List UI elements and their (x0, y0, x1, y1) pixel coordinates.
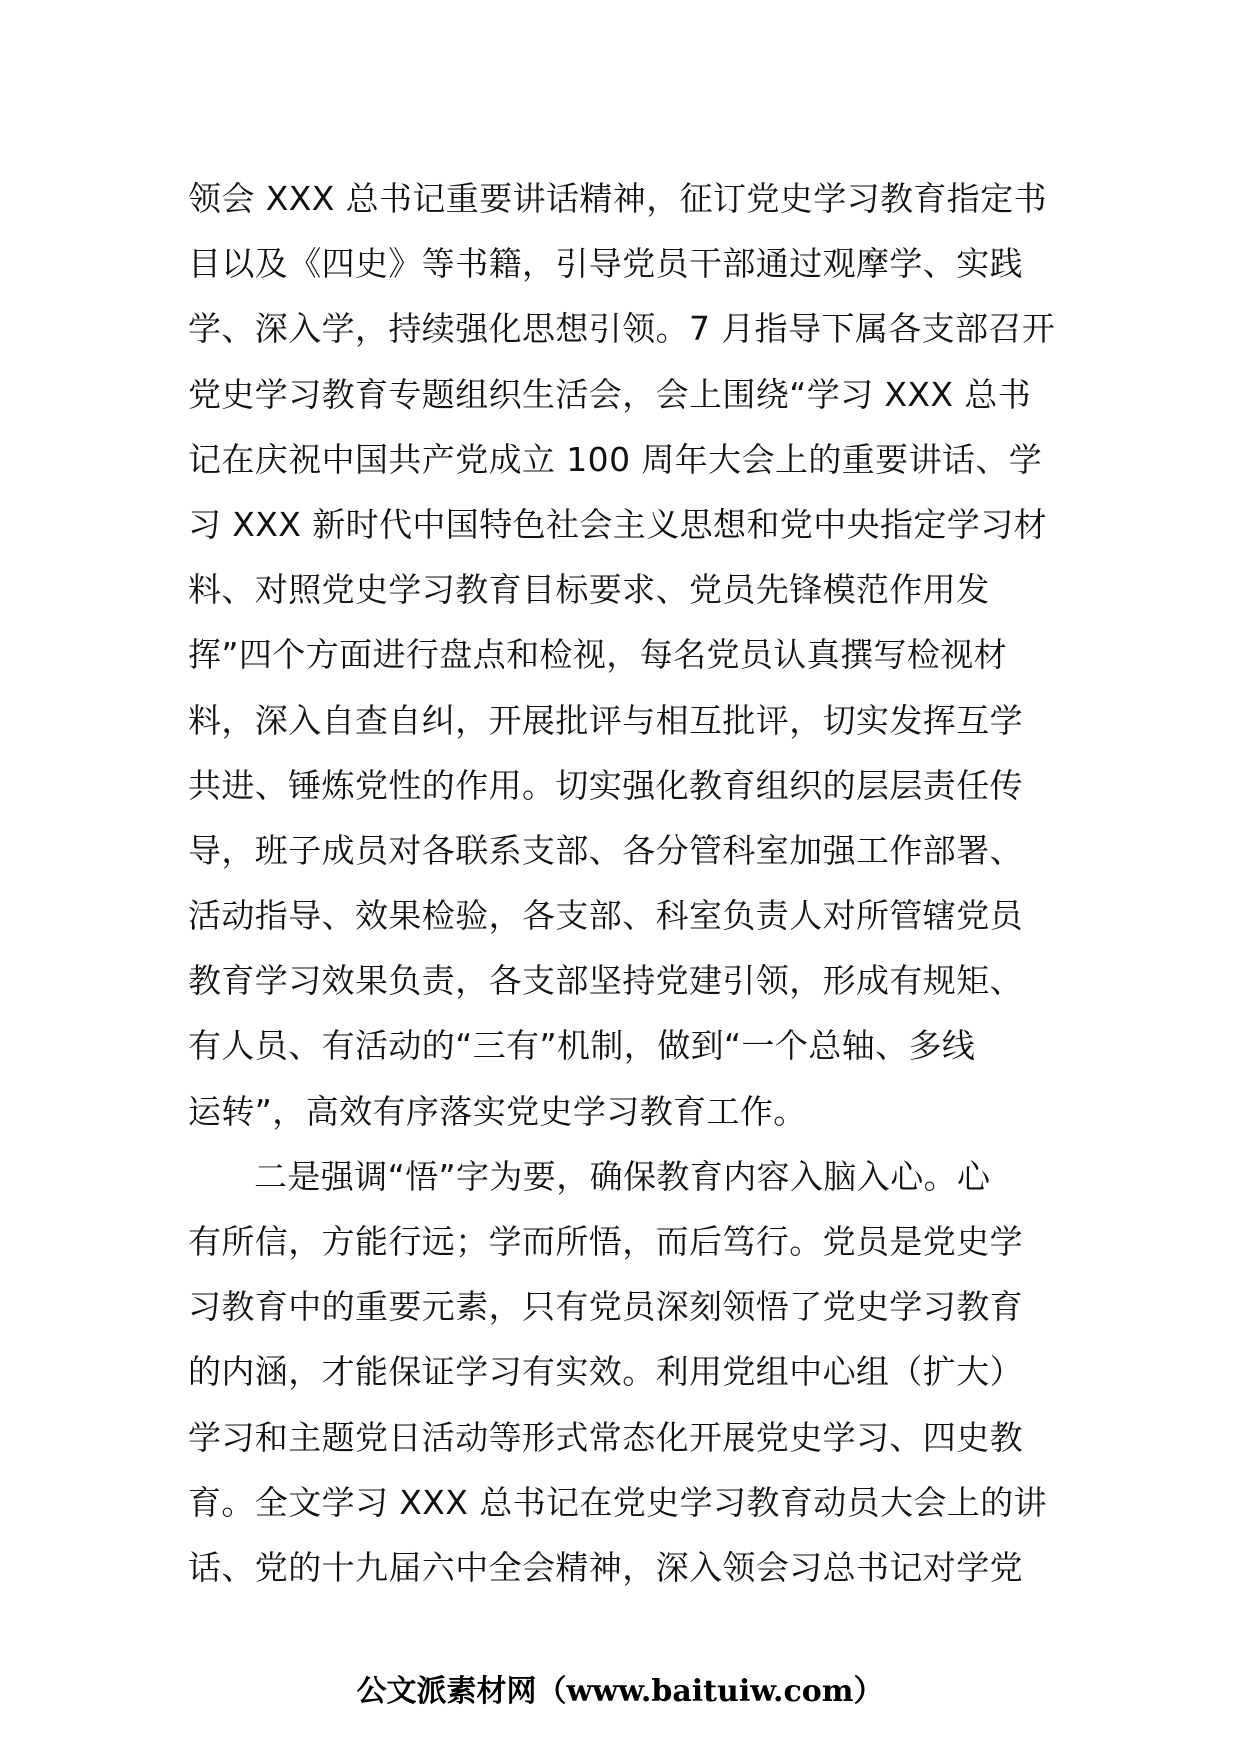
paragraph-start-line: 二是强调“悟”字为要，确保教育内容入脑入心。心 (254, 1156, 991, 1196)
text-line: 的内涵，才能保证学习有实效。利用党组中心组（扩大） (188, 1352, 1023, 1392)
text-line: 导，班子成员对各联系支部、各分管科室加强工作部署、 (188, 830, 1023, 870)
text-line: 教育学习效果负责，各支部坚持党建引领，形成有规矩、 (188, 961, 1023, 1001)
text-line: 有人员、有活动的“三有”机制，做到“一个总轴、多线 (188, 1026, 976, 1066)
text-line: 有所信，方能行远；学而所悟，而后笃行。党员是党史学 (188, 1222, 1023, 1261)
text-line: 料、对照党史学习教育目标要求、党员先锋模范作用发 (188, 570, 990, 610)
footer-watermark: 公文派素材网（www.baituiw.com） (356, 1674, 884, 1709)
text-line: 挥”四个方面进行盘点和检视，每名党员认真撰写检视材 (188, 635, 1008, 675)
text-line: 学习和主题党日活动等形式常态化开展党史学习、四史教 (188, 1417, 1023, 1457)
text-line: 活动指导、效果检验，各支部、科室负责人对所管辖党员 (188, 896, 1023, 936)
text-line: 育。全文学习 XXX 总书记在党史学习教育动员大会上的讲 (188, 1482, 1048, 1522)
body-text (188, 166, 1068, 1600)
text-line: 目以及《四史》等书籍，引导党员干部通过观摩学、实践 (188, 244, 1023, 284)
text-line: 共进、锤炼党性的作用。切实强化教育组织的层层责任传 (188, 765, 1023, 805)
text-line: 料，深入自查自纠，开展批评与相互批评，切实发挥互学 (188, 700, 1023, 740)
text-line: 话、党的十九届六中全会精神，深入领会习总书记对学党 (188, 1547, 1023, 1587)
text-line: 习 XXX 新时代中国特色社会主义思想和党中央指定学习材 (188, 504, 1048, 544)
text-line: 领会 XXX 总书记重要讲话精神，征订党史学习教育指定书 (188, 179, 1048, 218)
text-line: 习教育中的重要元素，只有党员深刻领悟了党史学习教育 (188, 1287, 1023, 1327)
text-line: 运转”，高效有序落实党史学习教育工作。 (188, 1091, 807, 1131)
text-line: 记在庆祝中国共产党成立 100 周年大会上的重要讲话、学 (188, 439, 1043, 479)
text-line: 学、深入学，持续强化思想引领。7 月指导下属各支部召开 (188, 309, 1056, 349)
text-line: 党史学习教育专题组织生活会，会上围绕“学习 XXX 总书 (188, 374, 1032, 414)
